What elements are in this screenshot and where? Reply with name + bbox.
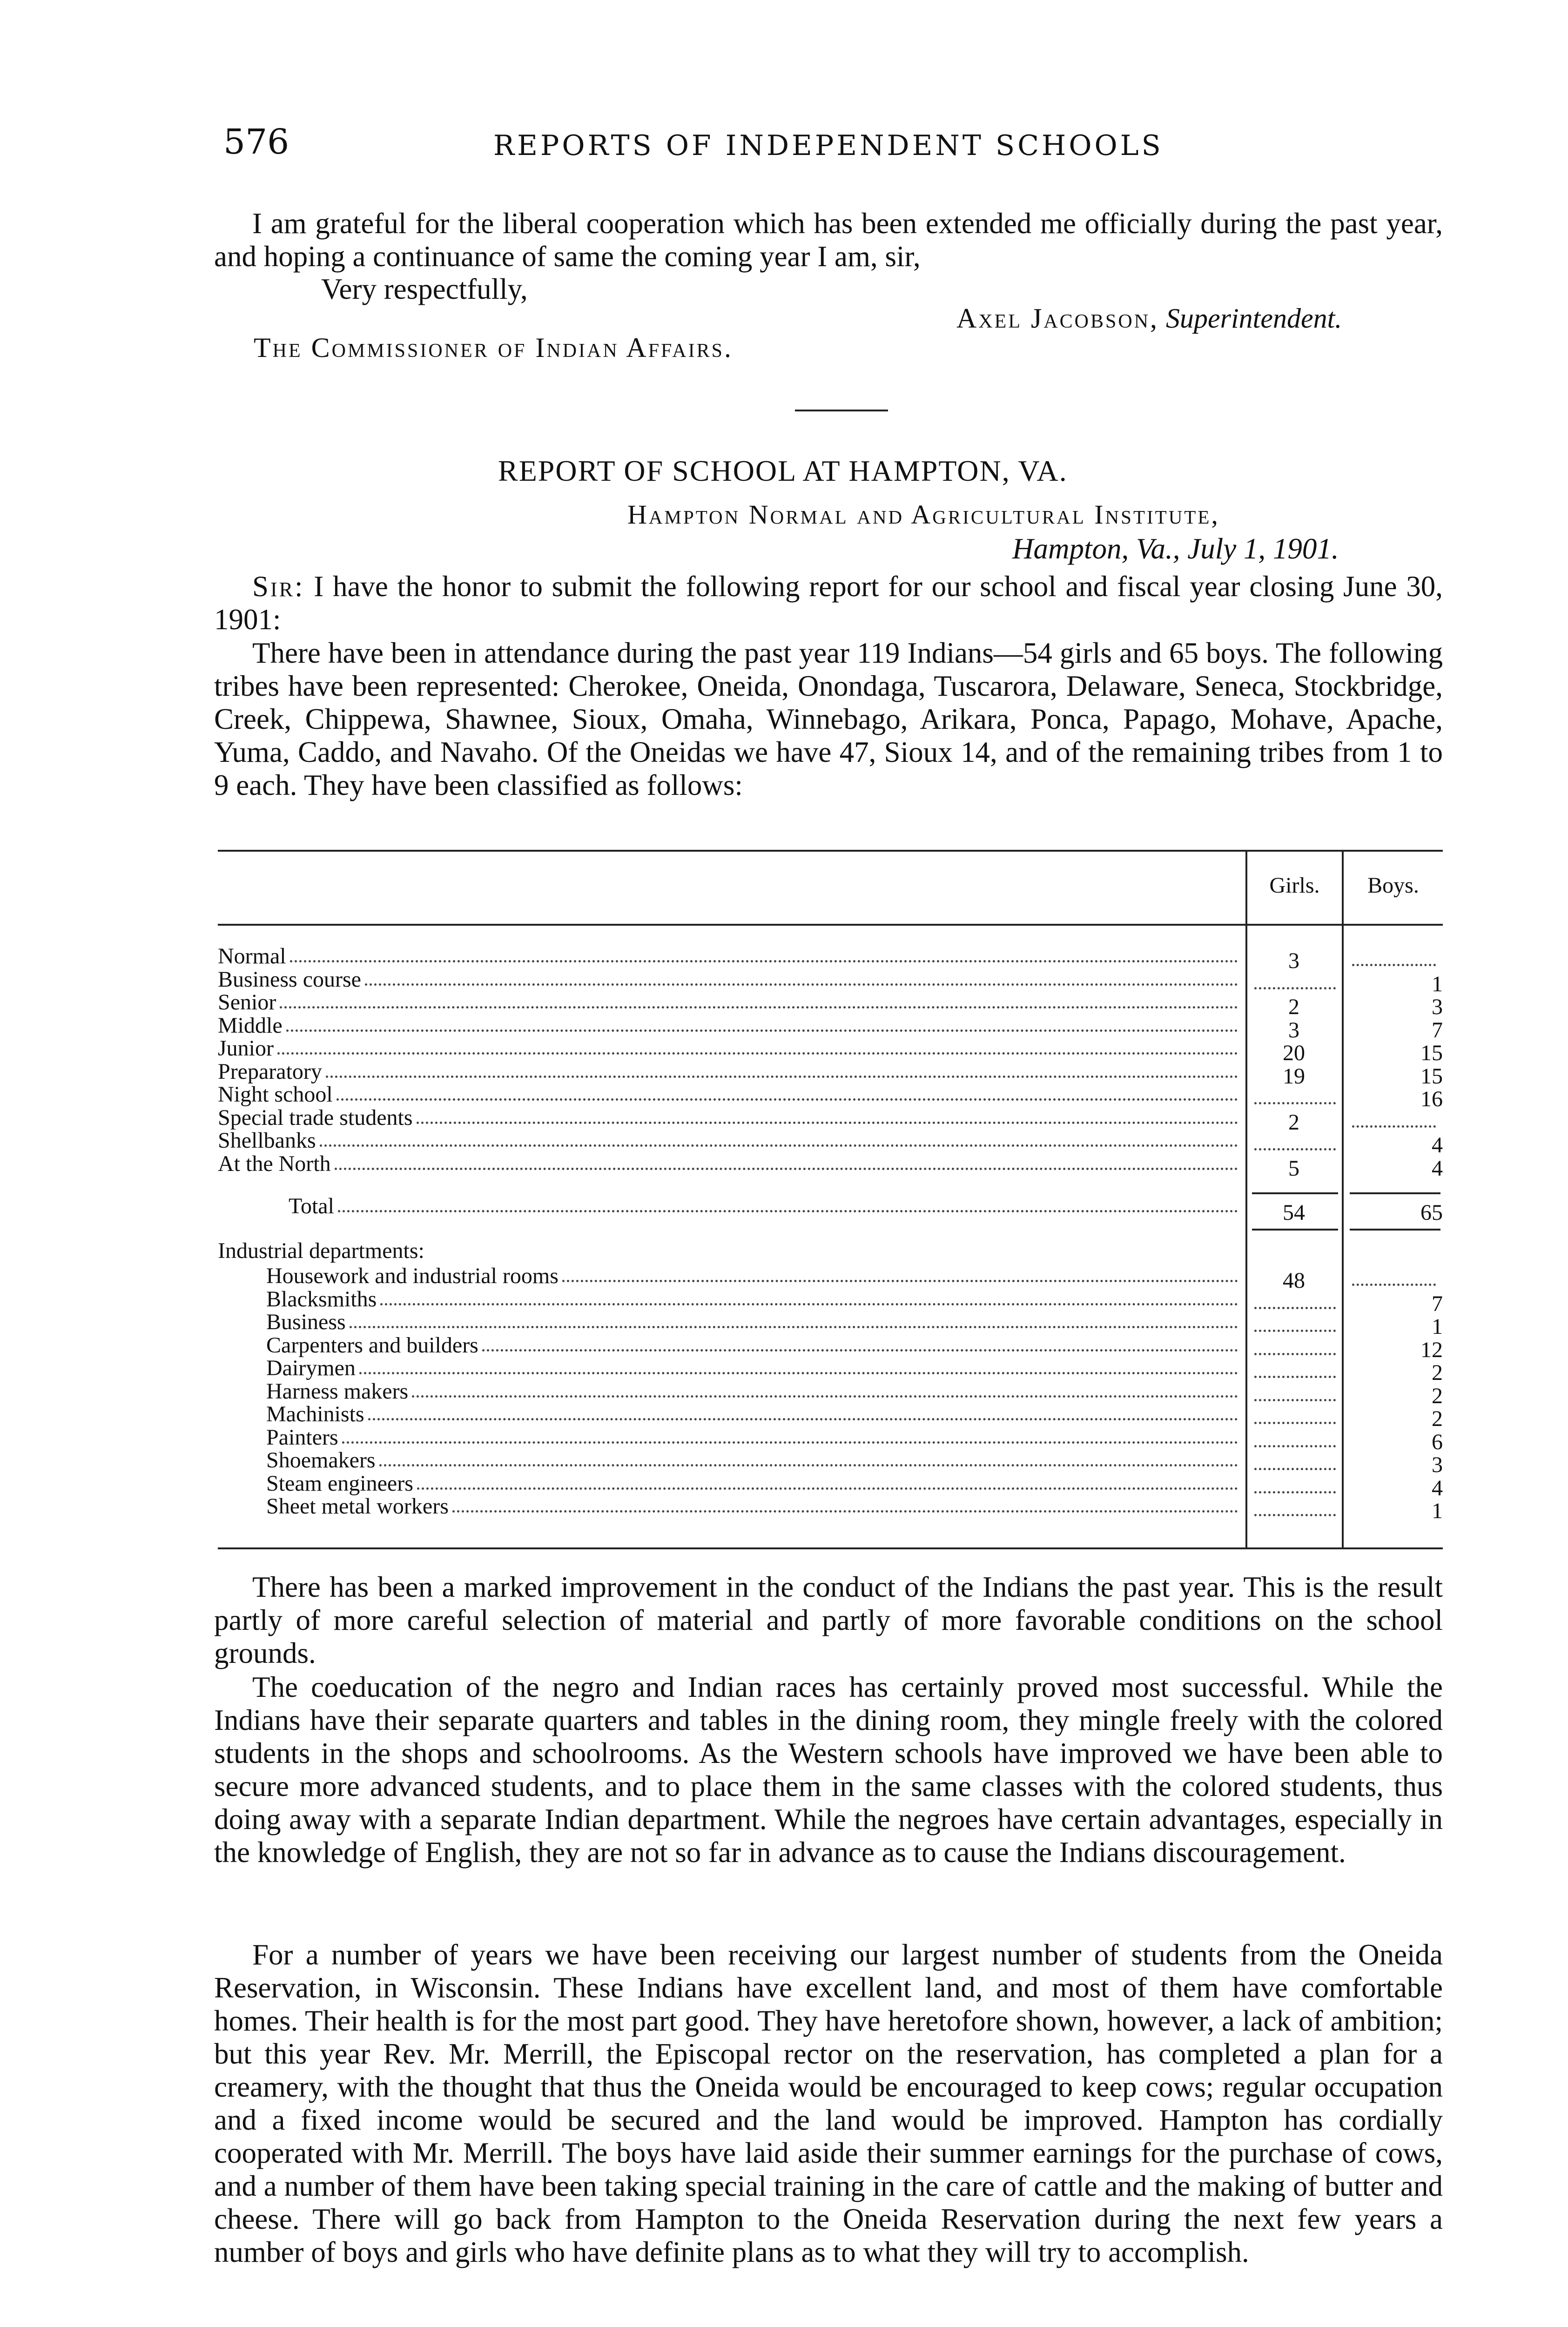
total-row: [289, 1196, 1242, 1219]
empty-cell-girls: [1254, 1348, 1336, 1355]
row-label: Steam engineers: [266, 1471, 413, 1496]
cell-girls: 48: [1283, 1268, 1305, 1293]
cell-girls: 2: [1288, 1110, 1299, 1135]
cell-boys: 2: [1432, 1406, 1443, 1431]
empty-cell-girls: [1254, 1302, 1336, 1309]
row-label: Middle: [218, 1013, 283, 1038]
row-label: Sheet metal workers: [266, 1494, 449, 1519]
salutation: Sir:: [252, 570, 305, 603]
table-top-rule: [218, 850, 1443, 852]
cell-girls: 19: [1283, 1063, 1305, 1089]
industrial-heading: Industrial departments:: [218, 1238, 424, 1263]
boys-total-underline: [1350, 1229, 1440, 1231]
cell-girls: 2: [1288, 995, 1299, 1019]
table-row: [218, 1059, 1242, 1084]
row-label: Housework and industrial rooms: [266, 1264, 559, 1288]
row-label: Preparatory: [218, 1059, 322, 1084]
table-row: [218, 969, 1242, 992]
cell-boys: 16: [1420, 1087, 1443, 1111]
row-label: Junior: [218, 1036, 274, 1061]
body-paragraph-2: The coeducation of the negro and Indian races has certainly proved most successful. While the Indians have their separate quarters and tables in the dining room, they mingle freely with the colored students in the shops and schoolrooms. As the Western schools have improved we have been able to secure more advanced students, and to place them in the same classes with the colored students, thus doing away with a separate Indian department. While the negroes have certain advantages, especially in the knowledge of English, they are not so far in advance as to cause the Indians discouragement.: [214, 1671, 1443, 1869]
cell-boys: 3: [1432, 1453, 1443, 1477]
intro-paragraph: [214, 570, 1443, 636]
cell-boys: 3: [1432, 995, 1443, 1019]
empty-cell-girls: [1254, 1143, 1336, 1150]
table-row: [266, 1332, 1242, 1358]
place-date: Hampton, Va., July 1, 1901.: [1012, 532, 1339, 565]
total-girls: 54: [1283, 1200, 1305, 1225]
cell-girls: 3: [1288, 948, 1299, 973]
total-boys: 65: [1420, 1200, 1443, 1225]
table-row: [218, 1130, 1242, 1153]
institution-name: Hampton Normal and Agricultural Institute,: [627, 499, 1220, 530]
cell-boys: 2: [1432, 1383, 1443, 1408]
table-row: [266, 1266, 1242, 1289]
attendance-paragraph: There have been in attendance during the past year 119 Indians—54 girls and 65 boys. The following tribes have been represented: Cherokee, Oneida, Onondaga, Tuscarora, Delaware, Seneca, Stockbridge, Creek, Chippewa, Shawnee, Sioux, Omaha, Winnebago, Arikara, Ponca, Papago, Mohave, Apache, Yuma, Caddo, and Navaho. Of the Oneidas we have 47, Sioux 14, and of the remaining tribes from 1 to 9 each. They have been classified as follows:: [214, 637, 1443, 801]
row-label: Dairymen: [266, 1356, 356, 1380]
cell-girls: 3: [1288, 1017, 1299, 1042]
cell-boys: 6: [1432, 1429, 1443, 1454]
empty-cell-girls: [1254, 982, 1336, 989]
empty-cell-girls: [1254, 1486, 1336, 1493]
cell-boys: 4: [1432, 1156, 1443, 1181]
cell-boys: 7: [1432, 1017, 1443, 1042]
row-label: Painters: [266, 1425, 338, 1450]
cell-girls: 5: [1288, 1156, 1299, 1181]
row-label: Harness makers: [266, 1379, 409, 1404]
signature: [956, 303, 1342, 335]
cell-girls: 20: [1283, 1041, 1305, 1065]
row-label: Shellbanks: [218, 1128, 316, 1153]
empty-cell-boys: [1352, 1279, 1436, 1286]
row-label: Night school: [218, 1082, 333, 1107]
row-label: Business course: [218, 967, 361, 992]
girls-total-underline: [1252, 1229, 1338, 1231]
body-paragraph-3: For a number of years we have been receiving our largest number of students from the Oneida Reservation, in Wisconsin. These Indians have excellent land, and most of them have comfortable homes. Their health is for the most part good. They have heretofore shown, however, a lack of ambition; but this year Rev. Mr. Merrill, the Episcopal rector on the reservation, has completed a plan for a creamery, with the thought that thus the Oneida would be encouraged to keep cows; regular occupation and a fixed income would be secured and the land would be improved. Hampton has cordially cooperated with Mr. Merrill. The boys have laid aside their summer earnings for the purchase of cows, and a number of them have been taking special training in the care of cattle and the making of butter and cheese. There will go back from Hampton to the Oneida Reservation during the next few years a number of boys and girls who have definite plans as to what they will try to accomplish.: [214, 1938, 1443, 2268]
cell-boys: 7: [1432, 1291, 1443, 1316]
row-label: Carpenters and builders: [266, 1332, 478, 1358]
table-bottom-rule: [218, 1547, 1443, 1549]
total-label: Total: [289, 1194, 334, 1218]
empty-cell-girls: [1254, 1463, 1336, 1470]
table-row: [218, 1013, 1242, 1038]
cell-boys: 15: [1420, 1063, 1443, 1089]
boys-total-rule: [1350, 1192, 1440, 1194]
cell-boys: 4: [1432, 1475, 1443, 1500]
body-paragraph-1: There has been a marked improvement in the conduct of the Indians the past year. This is the result partly of more careful selection of material and partly of more favorable conditions on the school grounds.: [214, 1571, 1443, 1669]
cell-boys: 1: [1432, 971, 1443, 996]
col-rule-2: [1342, 850, 1344, 1548]
table-row: [266, 1404, 1242, 1427]
report-title: REPORT OF SCHOOL AT HAMPTON, VA.: [498, 454, 1068, 487]
table-row: [266, 1286, 1242, 1312]
empty-cell-girls: [1254, 1394, 1336, 1401]
page-number: 576: [223, 122, 289, 162]
row-label: Business: [266, 1310, 346, 1334]
valediction: Very respectfully,: [321, 273, 528, 305]
row-label: Normal: [218, 944, 286, 968]
row-label: At the North: [218, 1151, 331, 1176]
addressee: The Commissioner of Indian Affairs.: [254, 332, 733, 363]
cell-boys: 12: [1420, 1337, 1443, 1362]
cell-boys: 15: [1420, 1041, 1443, 1065]
table-row: [218, 946, 1242, 969]
col-header-girls: Girls.: [1269, 873, 1320, 898]
cell-boys: 2: [1432, 1360, 1443, 1385]
col-header-boys: Boys.: [1367, 873, 1419, 898]
cell-boys: 1: [1432, 1499, 1443, 1523]
cell-boys: 4: [1432, 1133, 1443, 1157]
section-divider: [795, 410, 888, 411]
empty-cell-girls: [1254, 1097, 1336, 1104]
running-title: REPORTS OF INDEPENDENT SCHOOLS: [493, 129, 1164, 162]
empty-cell-boys: [1352, 1121, 1436, 1128]
row-label: Special trade students: [218, 1105, 413, 1130]
table-row: [218, 1105, 1242, 1130]
row-label: Senior: [218, 990, 276, 1015]
table-row: [218, 992, 1242, 1015]
empty-cell-girls: [1254, 1509, 1336, 1516]
closing-paragraph: I am grateful for the liberal cooperation which has been extended me officially during the past year, and hoping a continuance of same the coming year I am, sir,: [214, 207, 1443, 273]
row-label: Machinists: [266, 1402, 364, 1426]
table-row: [266, 1450, 1242, 1473]
row-label: Blacksmiths: [266, 1286, 377, 1311]
empty-cell-girls: [1254, 1325, 1336, 1332]
table-row: [266, 1358, 1242, 1381]
table-row: [266, 1381, 1242, 1404]
table-row: [218, 1084, 1242, 1107]
table-row: [266, 1427, 1242, 1450]
col-rule-1: [1245, 850, 1247, 1548]
girls-total-rule: [1252, 1192, 1338, 1194]
empty-cell-girls: [1254, 1440, 1336, 1447]
table-row: [266, 1473, 1242, 1496]
table-row: [266, 1496, 1242, 1519]
table-header-rule: [218, 924, 1443, 926]
empty-cell-girls: [1254, 1417, 1336, 1424]
row-label: Shoemakers: [266, 1448, 376, 1473]
intro-text: I have the honor to submit the following report for our school and fiscal year closing June 30, 1901:: [214, 570, 1443, 636]
table-row: [218, 1151, 1242, 1177]
cell-boys: 1: [1432, 1314, 1443, 1339]
signature-name: Axel Jacobson,: [956, 303, 1159, 334]
table-row: [218, 1038, 1242, 1061]
signature-title: Superintendent.: [1166, 303, 1342, 334]
table-row: [266, 1312, 1242, 1335]
empty-cell-boys: [1352, 959, 1436, 966]
empty-cell-girls: [1254, 1371, 1336, 1378]
